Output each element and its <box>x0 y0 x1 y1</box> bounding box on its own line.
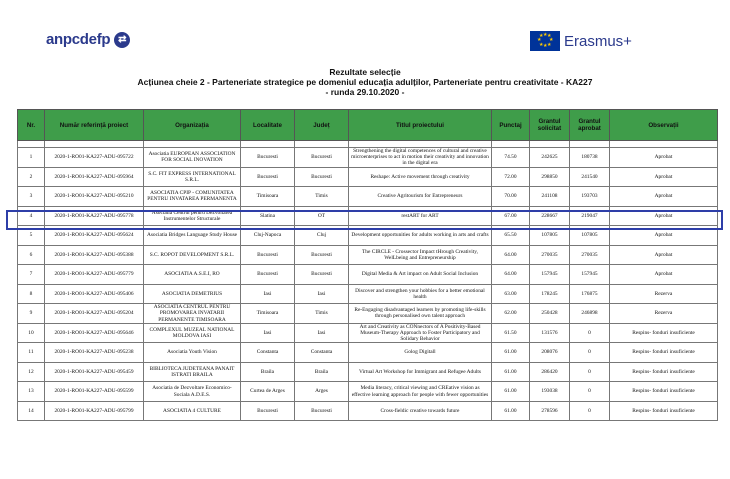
table-cell: Cross-fieldic creative towards future <box>349 401 492 421</box>
table-cell: Asociatia Centrul pentru Dezvoltarea Instrumentelor Structurale <box>144 206 241 226</box>
column-header: Grantul solicitat <box>530 110 570 141</box>
table-row <box>18 323 718 343</box>
table-cell: 180738 <box>570 148 610 168</box>
table-cell: 2020-1-RO01-KA227-ADU-095210 <box>45 187 144 207</box>
table-cell: Timisoara <box>241 304 295 324</box>
table-cell: 298850 <box>530 167 570 187</box>
table-cell: Asociatia Bridges Language Study House <box>144 226 241 246</box>
table-cell: 107805 <box>570 226 610 246</box>
table-cell: Bucuresti <box>295 245 349 265</box>
table-cell: 61.00 <box>492 343 530 363</box>
table-cell: 65.50 <box>492 226 530 246</box>
table-cell: 11 <box>18 343 45 363</box>
table-cell: 13 <box>18 382 45 402</box>
table-cell: 3 <box>18 187 45 207</box>
table-cell: 270035 <box>530 245 570 265</box>
table-cell: Aprobat <box>610 187 718 207</box>
table-cell: 9 <box>18 304 45 324</box>
table-cell: 61.00 <box>492 401 530 421</box>
table-cell: 62.00 <box>492 304 530 324</box>
table-cell: 241108 <box>530 187 570 207</box>
table-cell: Timis <box>295 304 349 324</box>
table-row <box>18 304 718 324</box>
table-row <box>18 265 718 285</box>
table-cell: ASOCIATIA CENTRUL PENTRU PROMOVAREA INVATARII PERMANENTE TIMISOARA <box>144 304 241 324</box>
table-cell: Bucuresti <box>295 148 349 168</box>
table-cell: Bucuresti <box>241 148 295 168</box>
table-cell: restART for ART <box>349 206 492 226</box>
column-header: Localitate <box>241 110 295 141</box>
table-cell: 2020-1-RO01-KA227-ADU-095624 <box>45 226 144 246</box>
table-cell: 4 <box>18 206 45 226</box>
table-cell: 278596 <box>530 401 570 421</box>
table-cell: 178245 <box>530 284 570 304</box>
table-cell: 5 <box>18 226 45 246</box>
table-cell: Development opportunities for adults working in arts and crafts <box>349 226 492 246</box>
table-cell: 2 <box>18 167 45 187</box>
table-cell: 6 <box>18 245 45 265</box>
table-row <box>18 382 718 402</box>
eu-flag-icon: ★ ★ ★ ★ ★ ★ ★ ★ <box>530 31 560 51</box>
table-cell: Virtual Art Workshop for Immigrant and Refugee Adults <box>349 362 492 382</box>
table-cell: Cluj <box>295 226 349 246</box>
table-cell: Digital Media & Art impact on Adult Social Inclusion <box>349 265 492 285</box>
erasmus-logo <box>530 31 632 51</box>
table-cell: 2020-1-RO01-KA227-ADU-095778 <box>45 206 144 226</box>
table-cell: 107805 <box>530 226 570 246</box>
table-cell: 7 <box>18 265 45 285</box>
spacer-row <box>18 141 718 148</box>
table-cell: Curtea de Arges <box>241 382 295 402</box>
table-cell: Bucuresti <box>241 167 295 187</box>
table-cell: Braila <box>295 362 349 382</box>
table-cell: 8 <box>18 284 45 304</box>
table-cell: 286420 <box>530 362 570 382</box>
table-cell: Bucuresti <box>241 245 295 265</box>
title-line-3: - runda 29.10.2020 - <box>325 87 405 97</box>
table-cell: 2020-1-RO01-KA227-ADU-095204 <box>45 304 144 324</box>
table-cell: 228667 <box>530 206 570 226</box>
table-row <box>18 362 718 382</box>
table-cell: 72.00 <box>492 167 530 187</box>
table-cell: 242625 <box>530 148 570 168</box>
table-cell: Rezerva <box>610 304 718 324</box>
table-cell: 157945 <box>570 265 610 285</box>
table-cell: Asociatia EUROPEAN ASSOCIATION FOR SOCIAL INOVATION <box>144 148 241 168</box>
title-line-1: Rezultate selecție <box>329 67 401 77</box>
table-cell: Respins- fonduri insuficiente <box>610 401 718 421</box>
table-cell: 193038 <box>530 382 570 402</box>
column-header: Punctaj <box>492 110 530 141</box>
table-cell: Iasi <box>295 323 349 343</box>
table-cell: Aprobat <box>610 167 718 187</box>
table-cell: Iasi <box>241 323 295 343</box>
table-cell: 64.00 <box>492 245 530 265</box>
table-cell: Strengthening the digital competences of cultural and creative microenterprises to act in motion their creativity and innovation in the digital era <box>349 148 492 168</box>
table-cell: ASOCIATIA 4 CULTURE <box>144 401 241 421</box>
table-cell: 63.00 <box>492 284 530 304</box>
table-cell: 67.00 <box>492 206 530 226</box>
anpcdefp-logo <box>46 31 130 48</box>
table-cell: Bucuresti <box>241 401 295 421</box>
table-cell: Bucuresti <box>295 401 349 421</box>
table-cell: 2020-1-RO01-KA227-ADU-095388 <box>45 245 144 265</box>
table-cell: 2020-1-RO01-KA227-ADU-095722 <box>45 148 144 168</box>
table-cell: 1 <box>18 148 45 168</box>
table-cell: Media literacy, critical viewing and CREative vision as effective learning approach for people with fewer opportunities <box>349 382 492 402</box>
column-header: Organizația <box>144 110 241 141</box>
column-header: Județ <box>295 110 349 141</box>
table-header-row <box>18 110 718 141</box>
column-header: Observații <box>610 110 718 141</box>
table-cell: Aprobat <box>610 265 718 285</box>
table-cell: Bucuresti <box>295 265 349 285</box>
table-cell: Bucuresti <box>241 265 295 285</box>
table-cell: 0 <box>570 401 610 421</box>
column-header: Grantul aprobat <box>570 110 610 141</box>
table-row <box>18 187 718 207</box>
table-cell: Constanta <box>241 343 295 363</box>
table-cell: S.C. ROPOT DEVELOPMENT S.R.L. <box>144 245 241 265</box>
table-row <box>18 245 718 265</box>
column-header: Număr referință proiect <box>45 110 144 141</box>
results-table <box>17 109 718 421</box>
table-cell: Slatina <box>241 206 295 226</box>
table-cell: 2020-1-RO01-KA227-ADU-095964 <box>45 167 144 187</box>
table-cell: 74.50 <box>492 148 530 168</box>
table-cell: Asociatia Youth Vision <box>144 343 241 363</box>
table-cell: Respins- fonduri insuficiente <box>610 382 718 402</box>
table-cell: Arges <box>295 382 349 402</box>
table-cell: Iasi <box>295 284 349 304</box>
table-row <box>18 284 718 304</box>
table-cell: 2020-1-RO01-KA227-ADU-095799 <box>45 401 144 421</box>
table-cell: Creative Agritourism for Entrepreneurs <box>349 187 492 207</box>
table-cell: Cluj-Napoca <box>241 226 295 246</box>
table-cell: 2020-1-RO01-KA227-ADU-095779 <box>45 265 144 285</box>
table-cell: Aprobat <box>610 206 718 226</box>
table-cell: 2020-1-RO01-KA227-ADU-095406 <box>45 284 144 304</box>
table-cell: 157945 <box>530 265 570 285</box>
table-cell: The CIRCLE - Crossector Impact tHrough Creativity, WelLbeing and Entrepreneurship <box>349 245 492 265</box>
table-row <box>18 148 718 168</box>
table-cell: S.C. FIT EXPRESS INTERNATIONAL S.R.L. <box>144 167 241 187</box>
erasmus-logo-text: Erasmus+ <box>564 32 632 50</box>
table-cell: Iasi <box>241 284 295 304</box>
table-cell: Timisoara <box>241 187 295 207</box>
table-cell: 12 <box>18 362 45 382</box>
table-cell: 70.00 <box>492 187 530 207</box>
table-cell: BIBLIOTECA JUDETEANA PANAIT ISTRATI BRAILA <box>144 362 241 382</box>
table-cell: Golog Digitall <box>349 343 492 363</box>
table-row <box>18 167 718 187</box>
anpcdefp-logo-text: anpcdefp <box>46 31 111 48</box>
table-cell: Discover and strengthen your hobbies for a better emotional health <box>349 284 492 304</box>
table-cell: Timis <box>295 187 349 207</box>
table-cell: 2020-1-RO01-KA227-ADU-095459 <box>45 362 144 382</box>
table-cell: Respins- fonduri insuficiente <box>610 343 718 363</box>
column-header: Titlul proiectului <box>349 110 492 141</box>
table-cell: 0 <box>570 382 610 402</box>
table-cell: Constanta <box>295 343 349 363</box>
table-row <box>18 401 718 421</box>
table-cell: 2020-1-RO01-KA227-ADU-095646 <box>45 323 144 343</box>
table-cell: 250428 <box>530 304 570 324</box>
row-highlight-box <box>6 210 723 230</box>
table-cell: Rezerva <box>610 284 718 304</box>
table-cell: 176875 <box>570 284 610 304</box>
column-header: Nr. <box>18 110 45 141</box>
table-cell: Respins- fonduri insuficiente <box>610 362 718 382</box>
table-cell: Asociatia de Dezvoltare Economico-Sociala A.D.E.S. <box>144 382 241 402</box>
table-cell: 208076 <box>530 343 570 363</box>
anpcdefp-logo-icon: ⇄ <box>114 32 130 48</box>
table-cell: Art and Creativity as CONnectors of A Positivity-Based Museum-Therapy Approach to Foster Participatory and Solidary Behavior <box>349 323 492 343</box>
table-cell: Braila <box>241 362 295 382</box>
table-cell: ASOCIATIA CPIP - COMUNITATEA PENTRU INVATAREA PERMANENTA <box>144 187 241 207</box>
table-cell: 64.00 <box>492 265 530 285</box>
table-cell: 61.00 <box>492 382 530 402</box>
table-cell: 14 <box>18 401 45 421</box>
table-row <box>18 343 718 363</box>
table-cell: 10 <box>18 323 45 343</box>
table-cell: 270035 <box>570 245 610 265</box>
table-cell: 131576 <box>530 323 570 343</box>
table-cell: OT <box>295 206 349 226</box>
table-cell: Re-Engaging disadvantaged learners by promoting life-skills through personalised own talent approach <box>349 304 492 324</box>
table-cell: 0 <box>570 343 610 363</box>
table-cell: 0 <box>570 362 610 382</box>
table-cell: COMPLEXUL MUZEAL NATIONAL MOLDOVA IASI <box>144 323 241 343</box>
table-cell: 61.50 <box>492 323 530 343</box>
table-cell: 246898 <box>570 304 610 324</box>
table-cell: Bucuresti <box>295 167 349 187</box>
table-cell: 2020-1-RO01-KA227-ADU-095599 <box>45 382 144 402</box>
table-cell: Respins- fonduri insuficiente <box>610 323 718 343</box>
table-cell: 2020-1-RO01-KA227-ADU-095238 <box>45 343 144 363</box>
table-cell: 193703 <box>570 187 610 207</box>
table-cell: Aprobat <box>610 245 718 265</box>
table-cell: Aprobat <box>610 148 718 168</box>
table-cell: 241540 <box>570 167 610 187</box>
table-cell: ASOCIATIA DEMETRIUS <box>144 284 241 304</box>
table-cell: Reshape: Active movement through creativity <box>349 167 492 187</box>
table-cell: 61.00 <box>492 362 530 382</box>
title-line-2: Acțiunea cheie 2 - Parteneriate strategice pe domeniul educația adulților, Parteneriate pentru creativitate - KA227 <box>137 77 593 87</box>
table-cell: ASOCIATIA A.S.E.I, RO <box>144 265 241 285</box>
table-cell: Aprobat <box>610 226 718 246</box>
table-cell: 0 <box>570 323 610 343</box>
table-cell: 219047 <box>570 206 610 226</box>
